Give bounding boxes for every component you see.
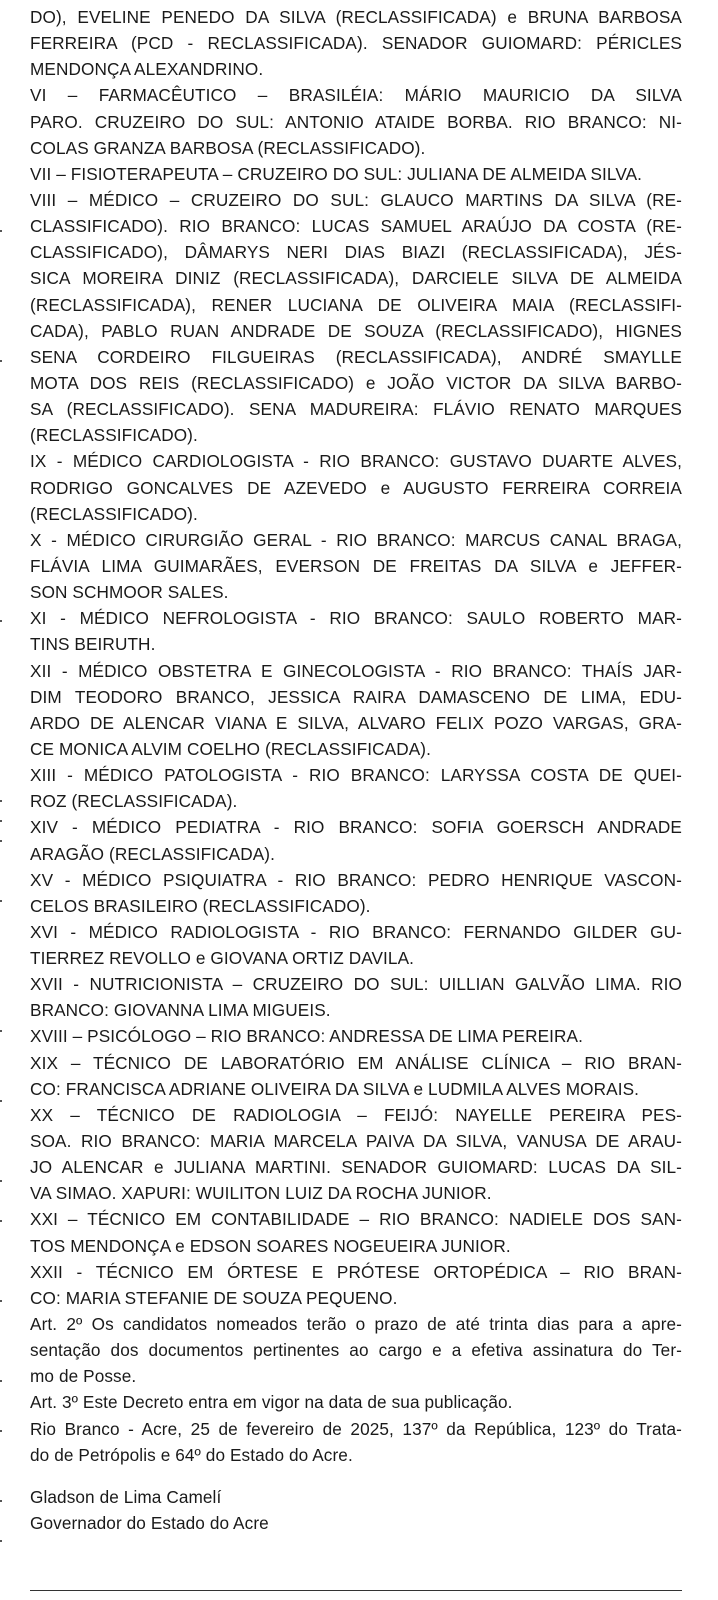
margin-mark [0,900,2,902]
decree-line: XVIII – PSICÓLOGO – RIO BRANCO: ANDRESSA DE LIMA PEREIRA. [30,1026,583,1047]
decree-line: (RECLASSIFICADA), RENER LUCIANA DE OLIVEIRA MAIA (RECLASSIFI- [30,294,682,315]
decree-line: ARDO DE ALENCAR VIANA E SILVA, ALVARO FELIX POZO VARGAS, GRA- [30,712,682,733]
decree-line: X - MÉDICO CIRURGIÃO GERAL - RIO BRANCO: MARCUS CANAL BRAGA, [30,529,682,550]
decree-line: Rio Branco - Acre, 25 de fevereiro de 2025, 137º da República, 123º do Trata- [30,1418,682,1439]
decree-line: CE MONICA ALVIM COELHO (RECLASSIFICADA). [30,738,431,759]
margin-mark [0,1220,2,1222]
decree-line: PARO. CRUZEIRO DO SUL: ANTONIO ATAIDE BORBA. RIO BRANCO: NI- [30,111,682,132]
decree-text-page [30,4,682,1536]
decree-line: (RECLASSIFICADO). [30,503,198,524]
decree-line: CO: MARIA STEFANIE DE SOUZA PEQUENO. [30,1287,398,1308]
margin-mark [0,360,2,362]
decree-line: Art. 2º Os candidatos nomeados terão o prazo de até trinta dias para a apre- [30,1314,682,1335]
decree-line: BRANCO: GIOVANNA LIMA MIGUEIS. [30,1000,331,1021]
decree-line: COLAS GRANZA BARBOSA (RECLASSIFICADO). [30,137,426,158]
decree-line: XV - MÉDICO PSIQUIATRA - RIO BRANCO: PEDRO HENRIQUE VASCON- [30,869,682,890]
decree-line: TOS MENDONÇA e EDSON SOARES NOGEUEIRA JUNIOR. [30,1235,511,1256]
margin-mark [0,620,2,622]
decree-line: JO ALENCAR e JULIANA MARTINI. SENADOR GUIOMARD: LUCAS DA SIL- [30,1157,682,1178]
margin-mark [0,1180,2,1182]
decree-line: FERREIRA (PCD - RECLASSIFICADA). SENADOR GUIOMARD: PÉRICLES [30,33,682,54]
decree-line: VI – FARMACÊUTICO – BRASILÉIA: MÁRIO MAURICIO DA SILVA [30,85,682,106]
signature-gap [30,1468,682,1484]
signatory-name: Gladson de Lima Camelí [30,1486,222,1507]
decree-line: TIERREZ REVOLLO e GIOVANA ORTIZ DAVILA. [30,948,415,969]
decree-line: XXI – TÉCNICO EM CONTABILIDADE – RIO BRANCO: NADIELE DOS SAN- [30,1209,682,1230]
decree-line: XXII - TÉCNICO EM ÓRTESE E PRÓTESE ORTOPÉDICA – RIO BRAN- [30,1261,682,1282]
decree-line: IX - MÉDICO CARDIOLOGISTA - RIO BRANCO: GUSTAVO DUARTE ALVES, [30,451,682,472]
decree-line: ROZ (RECLASSIFICADA). [30,791,238,812]
decree-line: do de Petrópolis e 64º do Estado do Acre. [30,1444,353,1465]
decree-line: Art. 3º Este Decreto entra em vigor na data de sua publicação. [30,1392,513,1413]
decree-line: XII - MÉDICO OBSTETRA E GINECOLOGISTA - RIO BRANCO: THAÍS JAR- [30,660,682,681]
decree-line: CLASSIFICADO), DÂMARYS NERI DIAS BIAZI (RECLASSIFICADA), JÉS- [30,242,682,263]
signatory-title: Governador do Estado do Acre [30,1513,269,1534]
decree-line: SENA CORDEIRO FILGUEIRAS (RECLASSIFICADA), ANDRÉ SMAYLLE [30,346,682,367]
margin-mark [0,1430,2,1432]
decree-line: CO: FRANCISCA ADRIANE OLIVEIRA DA SILVA e LUDMILA ALVES MORAIS. [30,1078,640,1099]
decree-line: SICA MOREIRA DINIZ (RECLASSIFICADA), DARCIELE SILVA DE ALMEIDA [30,268,682,289]
signature-block [30,1484,682,1536]
margin-mark [0,1300,2,1302]
decree-line: SON SCHMOOR SALES. [30,582,229,603]
decree-line: CLASSIFICADO). RIO BRANCO: LUCAS SAMUEL ARAÚJO DA COSTA (RE- [30,216,682,237]
decree-line: SOA. RIO BRANCO: MARIA MARCELA PAIVA DA SILVA, VANUSA DE ARAU- [30,1131,682,1152]
left-margin-marks [0,0,4,1600]
decree-line: CELOS BRASILEIRO (RECLASSIFICADO). [30,895,371,916]
margin-mark [0,820,2,822]
decree-line: XX – TÉCNICO DE RADIOLOGIA – FEIJÓ: NAYELLE PEREIRA PES- [30,1104,682,1125]
decree-line: CADA), PABLO RUAN ANDRADE DE SOUZA (RECLASSIFICADO), HIGNES [30,320,682,341]
decree-line: VA SIMAO. XAPURI: WUILITON LUIZ DA ROCHA JUNIOR. [30,1183,492,1204]
decree-line: XI - MÉDICO NEFROLOGISTA - RIO BRANCO: SAULO ROBERTO MAR- [30,608,682,629]
bottom-divider [30,1590,682,1591]
margin-mark [0,1030,2,1032]
decree-line: FLÁVIA LIMA GUIMARÃES, EVERSON DE FREITAS DA SILVA e JEFFER- [30,555,682,576]
decree-line: ARAGÃO (RECLASSIFICADA). [30,843,275,864]
decree-line: XVII - NUTRICIONISTA – CRUZEIRO DO SUL: UILLIAN GALVÃO LIMA. RIO [30,974,682,995]
decree-line: DO), EVELINE PENEDO DA SILVA (RECLASSIFICADA) e BRUNA BARBOSA [30,7,682,27]
margin-mark [0,840,2,842]
decree-line: SA (RECLASSIFICADO). SENA MADUREIRA: FLÁVIO RENATO MARQUES [30,399,682,420]
margin-mark [0,230,2,232]
decree-line: DIM TEODORO BRANCO, JESSICA RAIRA DAMASCENO DE LIMA, EDU- [30,686,682,707]
decree-line: TINS BEIRUTH. [30,634,156,655]
margin-mark [0,1100,2,1102]
margin-mark [0,1540,2,1542]
decree-line: VII – FISIOTERAPEUTA – CRUZEIRO DO SUL: JULIANA DE ALMEIDA SILVA. [30,163,643,184]
decree-line: mo de Posse. [30,1366,137,1387]
decree-line: (RECLASSIFICADO). [30,425,198,446]
decree-line: MOTA DOS REIS (RECLASSIFICADO) e JOÃO VICTOR DA SILVA BARBO- [30,372,682,393]
decree-line: sentação dos documentos pertinentes ao cargo e a efetiva assinatura do Ter- [30,1340,682,1361]
decree-body [30,4,682,1468]
decree-line: MENDONÇA ALEXANDRINO. [30,59,264,80]
margin-mark [0,800,2,802]
decree-line: XVI - MÉDICO RADIOLOGISTA - RIO BRANCO: FERNANDO GILDER GU- [30,921,682,942]
decree-line: RODRIGO GONCALVES DE AZEVEDO e AUGUSTO FERREIRA CORREIA [30,477,682,498]
decree-line: XIX – TÉCNICO DE LABORATÓRIO EM ANÁLISE CLÍNICA – RIO BRAN- [30,1052,682,1073]
decree-line: XIII - MÉDICO PATOLOGISTA - RIO BRANCO: LARYSSA COSTA DE QUEI- [30,765,682,786]
decree-line: VIII – MÉDICO – CRUZEIRO DO SUL: GLAUCO MARTINS DA SILVA (RE- [30,189,682,210]
margin-mark [0,1380,2,1382]
margin-mark [0,1500,2,1502]
decree-line: XIV - MÉDICO PEDIATRA - RIO BRANCO: SOFIA GOERSCH ANDRADE [30,817,682,838]
